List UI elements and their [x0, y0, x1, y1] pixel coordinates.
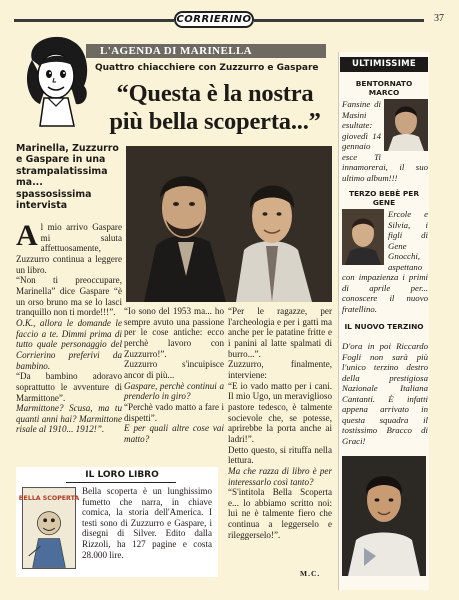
- article-column-1: [16, 219, 122, 435]
- paragraph: Detto questo, si rituffa nella lettura.: [228, 444, 332, 466]
- paragraph: “Per le ragazze, per l'archeologia e per i gatti ma anche per le patatine fritte e i panini al latte spalmati di burro...”.: [228, 306, 332, 359]
- news-heading-3: IL NUOVO TERZINO: [344, 322, 424, 331]
- book-cover-title: BELLA SCOPERTA: [18, 495, 80, 503]
- question: Ma che razza di libro è per interessarlo così tanto?: [228, 465, 332, 487]
- paragraph: “Non ti preoccupare, Marinella” dice Gaspare “è un orso bruno ma se lo lasci tranquillo non ti morde!!!”.: [16, 275, 122, 318]
- news-item-2: [342, 209, 428, 314]
- marinella-cartoon-illustration: [18, 30, 96, 130]
- news-text-3: D'ora in poi Riccardo Fogli non sarà più l'unico terzino destro della prestigiosa Nazionale Italiana Cantanti. È infatti appena arrivato in questa squadra il tostissimo Bracco di Graci!: [342, 341, 428, 446]
- agenda-banner: L'AGENDA DI MARINELLA: [86, 44, 326, 58]
- header-rule-left: [14, 19, 174, 22]
- paragraph: “Io sono del 1953 ma... ho sempre avuto una passione per le cose antiche: ecco perchè lavoro con Zuzzurro!”.: [124, 306, 224, 359]
- article-intro: Marinella, Zuzzurro e Gaspare in una strampalatissima ma... spassosissima intervista: [16, 143, 119, 212]
- news-heading-2: TERZO BEBÈ PER GENE: [348, 189, 420, 207]
- book-box-title: IL LORO LIBRO: [85, 470, 159, 480]
- news-item-1: [342, 99, 428, 183]
- corrierino-logo: CORRIERINO: [174, 11, 254, 28]
- paragraph: Zuzzurro, finalmente, interviene:: [228, 359, 332, 380]
- marco-masini-photo: [384, 99, 428, 151]
- article-column-3: [228, 306, 332, 540]
- paragraph: Zuzzurro s'incuipisce ancor di più...: [124, 359, 224, 380]
- question: E per quali altre cose vai matto?: [124, 423, 224, 444]
- paragraph: “Perchè vado matto a fare i dispetti”.: [124, 401, 224, 423]
- question: O.K., allora le domande le faccio a te. Dimmi prima di tutto quale personaggio del Corrierino preferivi da bambino.: [16, 317, 122, 371]
- paragraph: “S'intitola Bella Scoperta e... lo abbiamo scritto noi: lui ne è talmente fiero che continua a leggerselo e rileggerselo!”.: [228, 487, 332, 540]
- paragraph: “Da bambino adoravo soprattutto le avventure di Marmittone”.: [16, 371, 122, 403]
- book-description: Bella scoperta è un lunghissimo fumetto che narra, in chiave comica, la storia dell'America. I testi sono di Zuzzurro e Gaspare, i disegni di Silver. Edito dalla Rizzoli, ha 127 pagine e costa 28.000 lire.: [82, 486, 212, 560]
- sidebar-label: ULTIMISSIME: [340, 57, 428, 72]
- article-headline: [90, 80, 340, 136]
- author-signature: M.C.: [300, 569, 321, 578]
- question: Marmittone? Scusa, ma tu quanti anni hai? Marmittone risale al 1910... 1912!”.: [16, 403, 122, 435]
- gene-gnocchi-photo: [342, 209, 384, 265]
- bracco-di-graci-photo: [342, 456, 426, 576]
- headline-line-2: più bella scoperta...”: [109, 108, 321, 135]
- headline-line-1: “Questa è la nostra: [116, 80, 314, 107]
- drop-cap: A: [16, 219, 38, 252]
- zuzzurro-gaspare-photo: [126, 146, 332, 302]
- article-column-2: [124, 306, 224, 445]
- question: Gaspare, perchè continui a prenderlo in giro?: [124, 380, 224, 402]
- header-rule-right: [254, 19, 424, 22]
- page-number: 37: [434, 13, 444, 24]
- book-title-underline: [66, 482, 176, 483]
- article-subtitle: Quattro chiacchiere con Zuzzurro e Gaspare: [95, 63, 319, 73]
- book-cover-image: [18, 487, 80, 569]
- news-text-2: Ercole e Silvia, i figli di Gene Gnocchi, aspettano con impazienza i primi di aprile per... conoscere il nuovo fratellino.: [342, 209, 428, 314]
- news-heading-1: BENTORNATO MARCO: [355, 79, 413, 97]
- news-text-1: Fansine di Masini esultate: giovedì 14 gennaio esce Ti innamorerai, il suo ultimo album!!!: [342, 99, 428, 183]
- paragraph: l mio arrivo Gaspare mi saluta affettuosamente, Zuzzurro continua a leggere un libro.: [16, 222, 122, 275]
- paragraph: “E io vado matto per i cani. Il mio Ugo, un meraviglioso pastore tedesco, è talmente socievole che, se potesse, aprirebbe la porta anche ai ladri!”.: [228, 380, 332, 444]
